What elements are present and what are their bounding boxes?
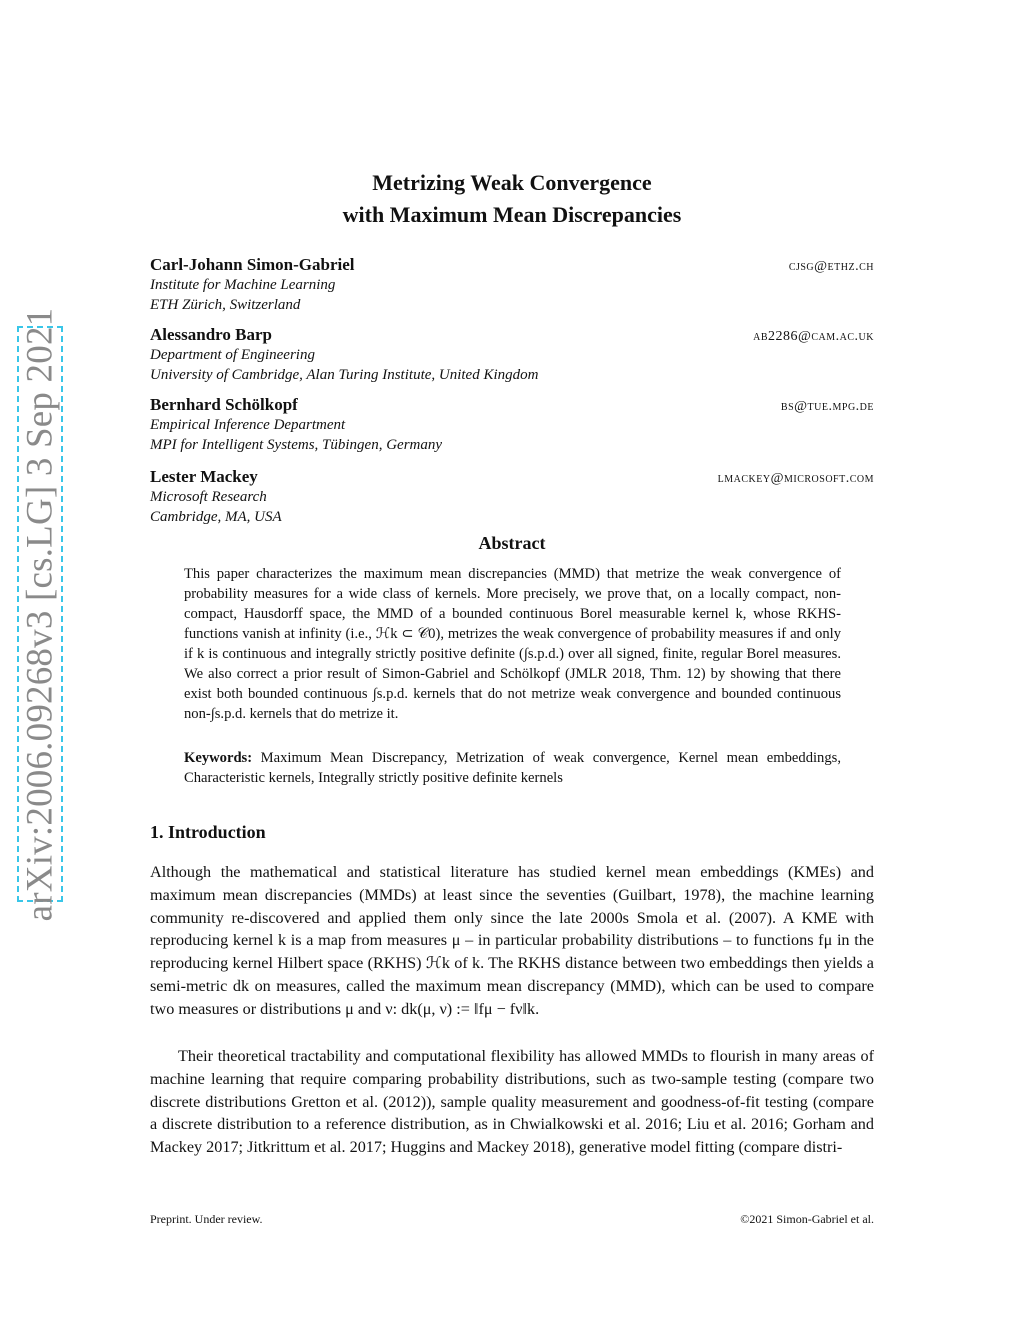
- author-name: Alessandro Barp: [150, 325, 273, 344]
- author-affiliation: University of Cambridge, Alan Turing Institute, United Kingdom: [150, 367, 539, 383]
- author-affiliation: ETH Zürich, Switzerland: [150, 297, 301, 313]
- footer-preprint-note: Preprint. Under review.: [150, 1212, 263, 1226]
- author-block: [150, 255, 874, 315]
- author-affiliation: MPI for Intelligent Systems, Tübingen, Germany: [150, 437, 443, 453]
- author-block: [150, 395, 874, 455]
- section-heading: 1. Introduction: [150, 822, 266, 842]
- author-affiliation: Cambridge, MA, USA: [150, 509, 282, 525]
- keywords: [184, 748, 841, 788]
- author-affiliation: Department of Engineering: [150, 347, 315, 363]
- author-email[interactable]: bs@tue.mpg.de: [780, 399, 874, 414]
- keywords-text: Maximum Mean Discrepancy, Metrization of weak convergence, Kernel mean embeddings, Characteristic kernels, Integrally strictly positive definite kernels: [184, 750, 841, 786]
- footer-copyright: ©2021 Simon-Gabriel et al.: [740, 1212, 874, 1226]
- author-name: Bernhard Schölkopf: [150, 395, 298, 414]
- paper-title: [150, 167, 874, 231]
- body-paragraph: Although the mathematical and statistical literature has studied kernel mean embeddings (KMEs) and maximum mean discrepancies (MMDs) at least since the seventies (Guilbart, 1978), the machine learning community re-discovered and applied them only since the late 2000s Smola et al. (2007). A KME with reproducing kernel k is a map from measures μ – in particular probability distributions – to functions fμ in the reproducing kernel Hilbert space (RKHS) ℋk of k. The RKHS distance between two embeddings then yields a semi-metric dk on measures, called the maximum mean discrepancy (MMD), which can be used to compare two measures or distributions μ and ν: dk(μ, ν) := ‖fμ − fν‖k.: [150, 863, 874, 1018]
- author-email[interactable]: lmackey@microsoft.com: [717, 471, 874, 486]
- page-footer: [150, 1212, 874, 1227]
- author-block: [150, 467, 874, 527]
- title-line-2: with Maximum Mean Discrepancies: [342, 202, 682, 227]
- keywords-label: Keywords:: [184, 750, 253, 766]
- arxiv-stamp: [17, 307, 63, 921]
- author-affiliation: Microsoft Research: [150, 489, 267, 505]
- author-affiliation: Institute for Machine Learning: [150, 277, 336, 293]
- arxiv-id: arXiv:2006.09268v3 [cs.LG] 3 Sep 2021: [19, 307, 61, 921]
- body-paragraph: Their theoretical tractability and computational flexibility has allowed MMDs to flourish in many areas of machine learning that require comparing probability distributions, such as two-sample testing (compare two discrete distributions Gretton et al. (2012)), sample quality measurement and goodness-of-fit testing (compare a discrete distribution to a reference distribution, as in Chwialkowski et al. 2016; Liu et al. 2016; Gorham and Mackey 2017; Jitkrittum et al. 2017; Huggins and Mackey 2018), generative model fitting (compare distri-: [150, 1047, 874, 1157]
- author-email[interactable]: cjsg@ethz.ch: [788, 259, 874, 274]
- author-block: [150, 325, 874, 385]
- author-name: Carl-Johann Simon-Gabriel: [150, 255, 355, 274]
- author-name: Lester Mackey: [150, 467, 258, 486]
- author-affiliation: Empirical Inference Department: [150, 417, 346, 433]
- abstract-text: This paper characterizes the maximum mean discrepancies (MMD) that metrize the weak convergence of probability measures for a wide class of kernels. More precisely, we prove that, on a locally compact, non-compact, Hausdorff space, the MMD of a bounded continuous Borel measurable kernel k, whose RKHS-functions vanish at infinity (i.e., ℋk ⊂ 𝒞0), metrizes the weak convergence of probability measures if and only if k is continuous and integrally strictly positive definite (∫s.p.d.) over all signed, finite, regular Borel measures. We also correct a prior result of Simon-Gabriel and Schölkopf (JMLR 2018, Thm. 12) by showing that there exist both bounded continuous ∫s.p.d. kernels that do not metrize weak convergence and bounded continuous non-∫s.p.d. kernels that do metrize it.: [184, 566, 841, 722]
- author-email[interactable]: ab2286@cam.ac.uk: [753, 329, 874, 344]
- abstract-heading: Abstract: [478, 533, 546, 553]
- title-line-1: Metrizing Weak Convergence: [372, 170, 652, 195]
